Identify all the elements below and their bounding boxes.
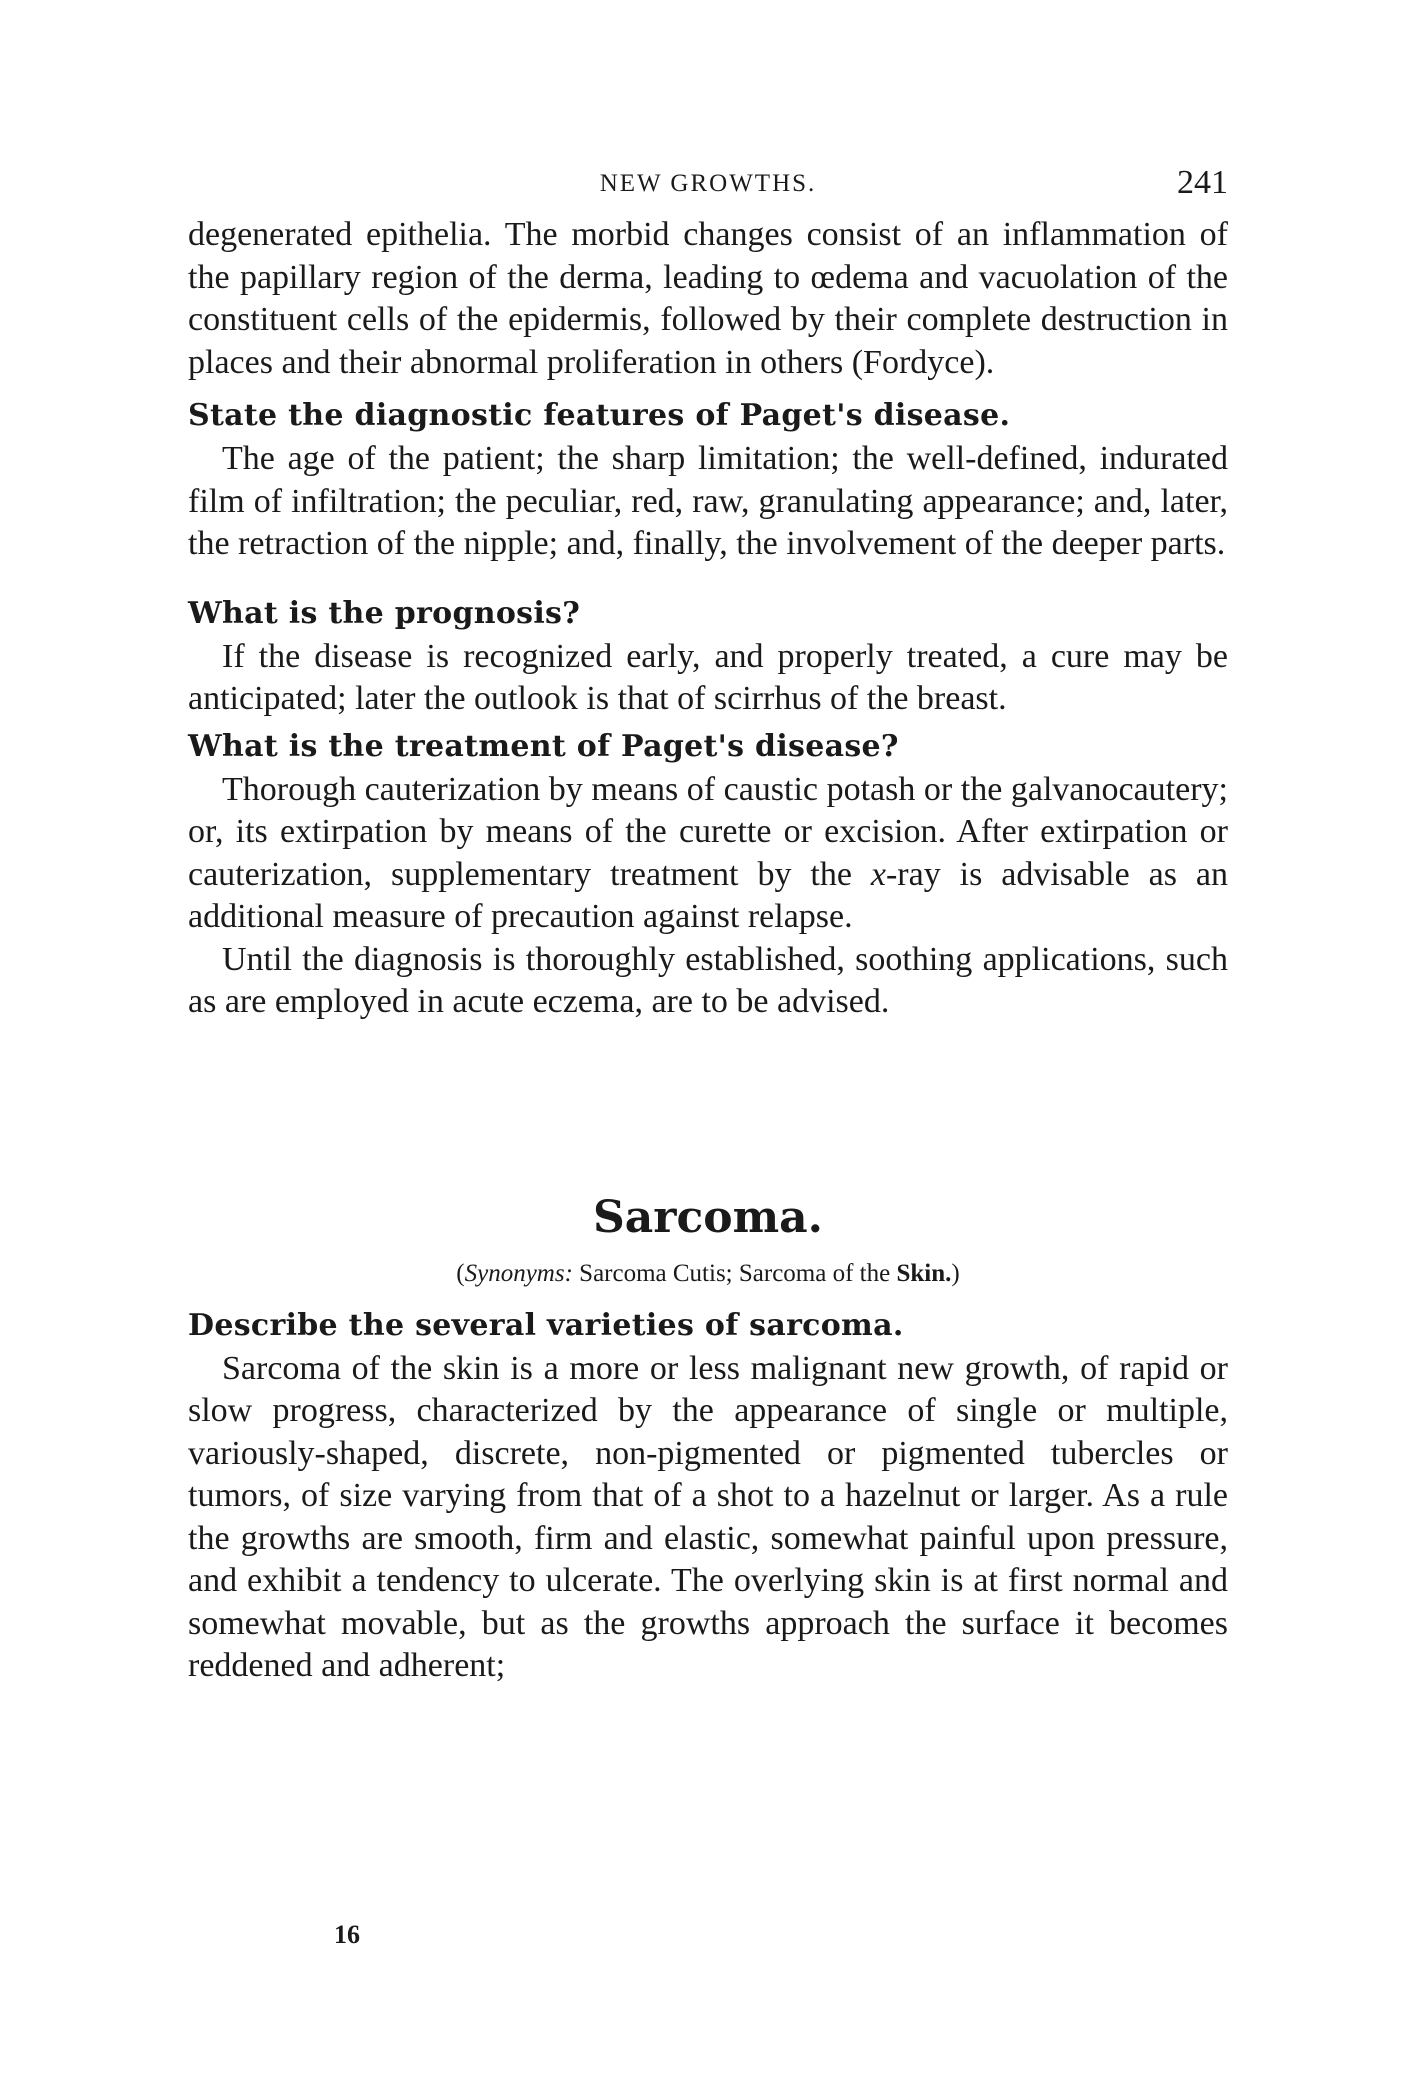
- running-head: [188, 164, 1228, 214]
- paragraph-continued: degenerated epithelia. The morbid changes consist of an inflammation of the papillary region of the derma, leading to œdema and vacuolation of the constituent cells of the epidermis, followed by their complete destruction in places and their abnormal proliferation in others (Fordyce).: [188, 216, 1228, 381]
- book-page: [188, 164, 1228, 1688]
- question-varieties: Describe the several varieties of sarcoma.: [188, 1307, 904, 1343]
- question-treatment: What is the treatment of Paget's disease?: [188, 728, 899, 764]
- running-title: NEW GROWTHS.: [599, 170, 817, 197]
- answer-treatment-part1: Thorough cauterization by means of caustic potash or the galvanocautery; or, its extirpation by means of the curette or excision. After extirpation or cauterization, supplementary treatment by the: [188, 770, 1228, 893]
- question-prognosis: What is the prognosis?: [188, 595, 581, 631]
- answer-varieties: Sarcoma of the skin is a more or less malignant new growth, of rapid or slow progress, characterized by the appearance of single or multiple, variously-shaped, discrete, non-pigmented or pigmented tubercles or tumors, of size varying from that of a shot to a hazelnut or larger. As a rule the growths are smooth, firm and elastic, somewhat painful upon pressure, and exhibit a tendency to ulcerate. The overlying skin is at first normal and somewhat movable, but as the growths approach the surface it becomes reddened and adherent;: [188, 1349, 1228, 1684]
- synonyms-close: ): [951, 1259, 960, 1287]
- question-diagnostic-features: State the diagnostic features of Paget's disease.: [188, 398, 1011, 433]
- answer-treatment-soothing: Until the diagnosis is thoroughly established, soothing applications, such as are employed in acute eczema, are to be advised.: [188, 940, 1228, 1020]
- synonyms-label: Synonyms:: [464, 1259, 573, 1287]
- answer-treatment-x: x: [870, 855, 886, 893]
- synonyms-open: (: [456, 1259, 465, 1287]
- answer-treatment-part2: -ray is advisable as an additional measure of precaution against relapse.: [188, 855, 1228, 935]
- page-number: 241: [1177, 164, 1228, 201]
- synonyms-text: Sarcoma Cutis; Sarcoma of the: [572, 1259, 897, 1287]
- answer-diagnostic-features: The age of the patient; the sharp limitation; the well-defined, indurated film of infiltration; the peculiar, red, raw, granulating appearance; and, later, the retraction of the nipple; and, finally, the involvement of the deeper parts.: [188, 440, 1228, 562]
- answer-prognosis: If the disease is recognized early, and properly treated, a cure may be anticipated; later the outlook is that of scirrhus of the breast.: [188, 637, 1228, 717]
- answer-treatment: [188, 769, 1228, 939]
- synonyms-line: [188, 1256, 1228, 1292]
- synonyms-bold: Skin.: [896, 1259, 952, 1287]
- section-title: Sarcoma.: [593, 1191, 823, 1243]
- signature-mark: 16: [334, 1920, 360, 1949]
